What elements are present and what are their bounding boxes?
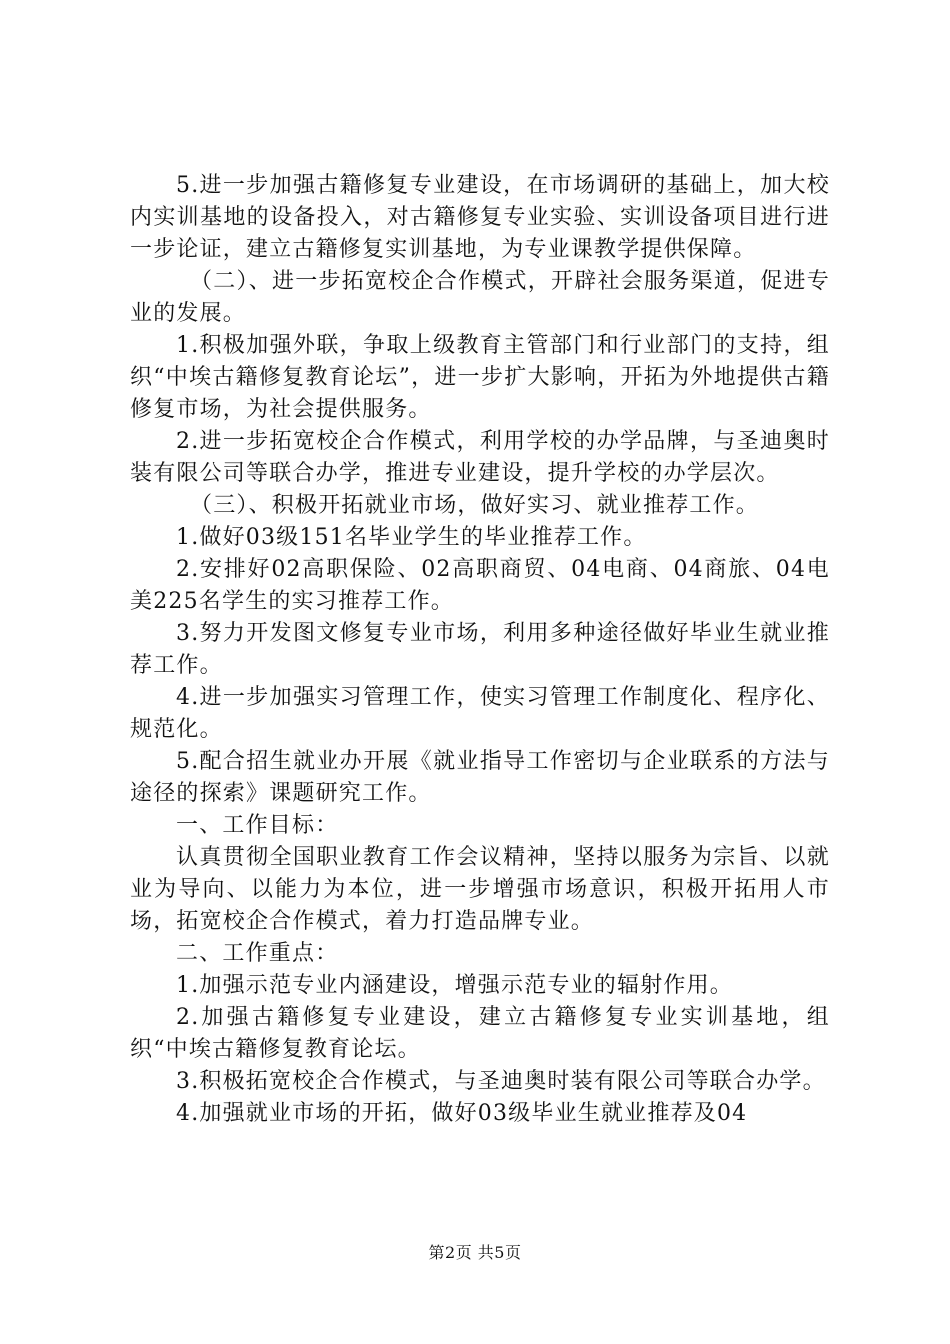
paragraph: 2.加强古籍修复专业建设，建立古籍修复专业实训基地，组织“中埃古籍修复教育论坛。 [130, 1005, 830, 1062]
paragraph: 1.做好03级151名毕业学生的毕业推荐工作。 [176, 525, 647, 550]
paragraph: 2.安排好02高职保险、02高职商贸、04电商、04商旅、04电美225名学生的实习推荐工作。 [130, 557, 830, 614]
paragraph: 4.加强就业市场的开拓，做好03级毕业生就业推荐及04 [176, 1101, 748, 1126]
paragraph: 4.进一步加强实习管理工作，使实习管理工作制度化、程序化、规范化。 [130, 685, 830, 742]
section-heading: （三）、积极开拓就业市场，做好实习、就业推荐工作。 [190, 493, 760, 518]
section-heading: 一、工作目标： [176, 813, 339, 838]
paragraph: 5.配合招生就业办开展《就业指导工作密切与企业联系的方法与途径的探索》课题研究工作。 [130, 749, 830, 806]
paragraph: 3.努力开发图文修复专业市场，利用多种途径做好毕业生就业推荐工作。 [130, 621, 830, 678]
paragraph: 1.积极加强外联，争取上级教育主管部门和行业部门的支持，组织“中埃古籍修复教育论坛”，进一步扩大影响，开拓为外地提供古籍修复市场，为社会提供服务。 [130, 333, 830, 422]
section-heading: 二、工作重点： [176, 941, 339, 966]
paragraph: 2.进一步拓宽校企合作模式，利用学校的办学品牌，与圣迪奥时装有限公司等联合办学，推进专业建设，提升学校的办学层次。 [130, 429, 830, 486]
paragraph: 认真贯彻全国职业教育工作会议精神，坚持以服务为宗旨、以就业为导向、以能力为本位，进一步增强市场意识，积极开拓用人市场，拓宽校企合作模式，着力打造品牌专业。 [130, 845, 830, 934]
paragraph: 3.积极拓宽校企合作模式，与圣迪奥时装有限公司等联合办学。 [176, 1069, 826, 1094]
section-heading: （二）、进一步拓宽校企合作模式，开辟社会服务渠道，促进专业的发展。 [130, 269, 830, 326]
document-body [130, 170, 830, 1130]
paragraph: 5.进一步加强古籍修复专业建设，在市场调研的基础上，加大校内实训基地的设备投入，对古籍修复专业实验、实训设备项目进行进一步论证，建立古籍修复实训基地，为专业课教学提供保障。 [130, 173, 830, 262]
page-footer: 第2页 共5页 [428, 1243, 522, 1262]
paragraph: 1.加强示范专业内涵建设，增强示范专业的辐射作用。 [176, 973, 733, 998]
